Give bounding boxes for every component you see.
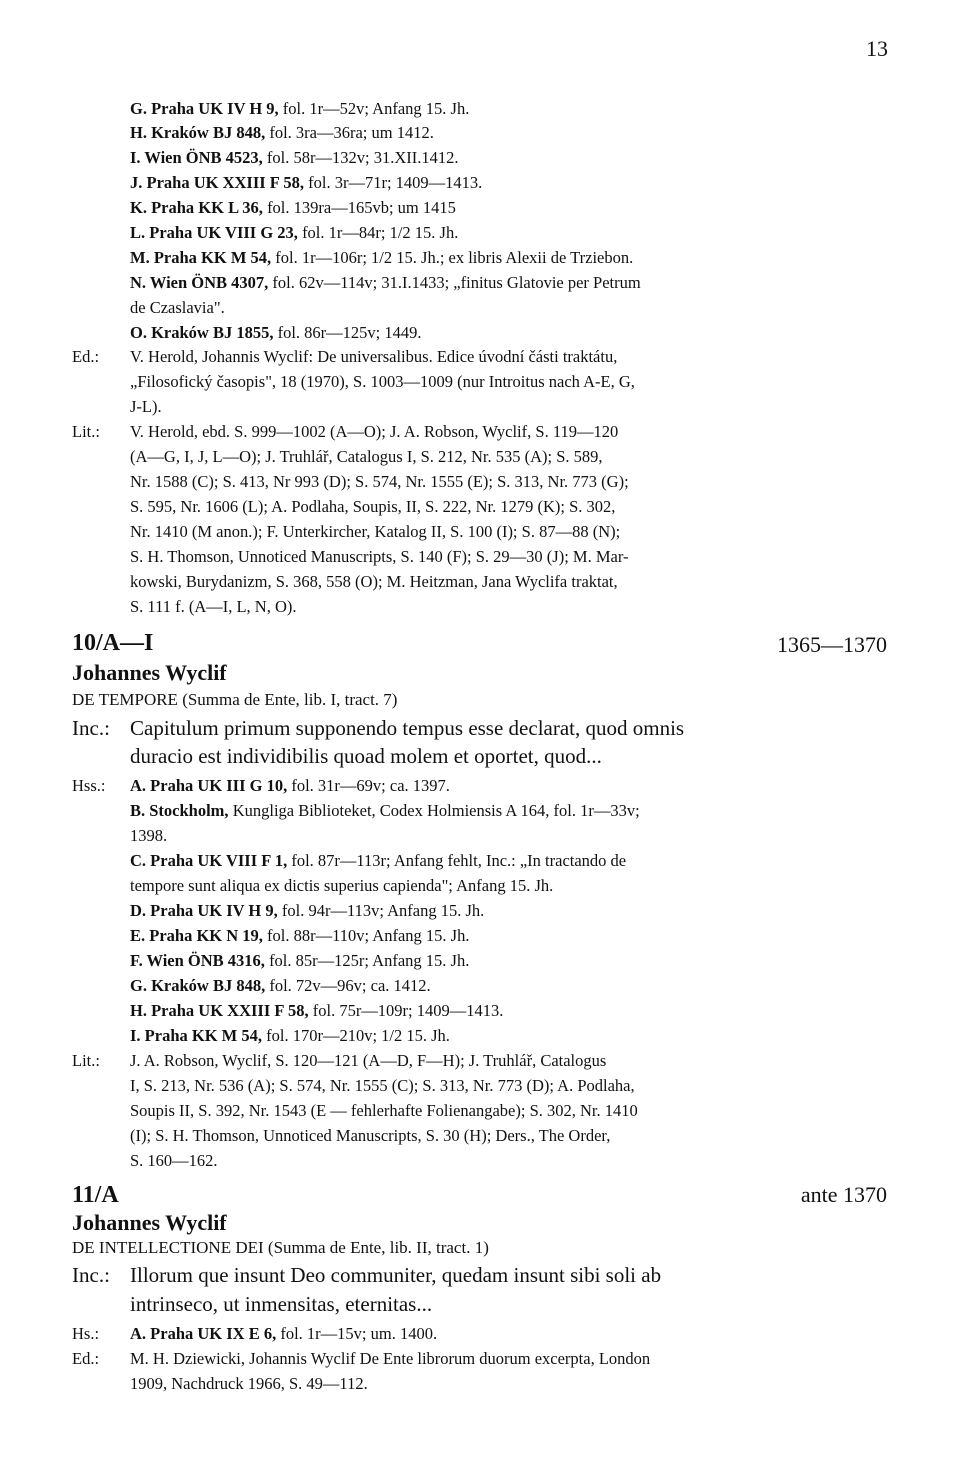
ed-label: Ed.: (72, 347, 100, 366)
lit-line: V. Herold, ebd. S. 999—1002 (A—O); J. A. Robson, Wyclif, S. 119—120 (130, 422, 619, 441)
hs-line: A. Praha UK IX E 6, fol. 1r—15v; um. 1400. (130, 1324, 438, 1343)
lit-line: (A—G, I, J, L—O); J. Truhlář, Catalogus I, S. 212, Nr. 535 (A); S. 589, (130, 447, 603, 466)
ed-line: „Filosofický časopis", 18 (1970), S. 1003—1009 (nur Introitus nach A-E, G, (130, 372, 635, 391)
inc-label: Inc.: (72, 1263, 110, 1287)
lit-line: (I); S. H. Thomson, Unnoticed Manuscripts, S. 30 (H); Ders., The Order, (130, 1126, 611, 1145)
ed-line: J-L). (130, 397, 162, 416)
lit-line: S. 595, Nr. 1606 (L); A. Podlaha, Soupis, II, S. 222, Nr. 1279 (K); S. 302, (130, 497, 616, 516)
hs-line: G. Kraków BJ 848, fol. 72v—96v; ca. 1412. (130, 976, 431, 995)
lit-line: Nr. 1410 (M anon.); F. Unterkircher, Katalog II, S. 100 (I); S. 87—88 (N); (130, 522, 621, 541)
incipit-line: Capitulum primum supponendo tempus esse declarat, quod omnis (130, 716, 685, 740)
hs-line: B. Stockholm, Kungliga Biblioteket, Codex Holmiensis A 164, fol. 1r—33v; (130, 801, 640, 820)
hs-line: A. Praha UK III G 10, fol. 31r—69v; ca. 1397. (130, 776, 450, 795)
hs-line: tempore sunt aliqua ex dictis superius capienda"; Anfang 15. Jh. (130, 876, 554, 895)
ms-line: G. Praha UK IV H 9, fol. 1r—52v; Anfang 15. Jh. (130, 99, 470, 118)
lit-line: S. 111 f. (A—I, L, N, O). (130, 597, 297, 616)
entry-title: DE TEMPORE (Summa de Ente, lib. I, tract. 7) (72, 690, 398, 709)
hs-line: E. Praha KK N 19, fol. 88r—110v; Anfang 15. Jh. (130, 926, 470, 945)
lit-line: Nr. 1588 (C); S. 413, Nr 993 (D); S. 574, Nr. 1555 (E); S. 313, Nr. 773 (G); (130, 472, 629, 491)
lit-label: Lit.: (72, 1051, 100, 1070)
ms-line: O. Kraków BJ 1855, fol. 86r—125v; 1449. (130, 323, 422, 342)
ms-line: H. Kraków BJ 848, fol. 3ra—36ra; um 1412. (130, 123, 434, 142)
ms-line: K. Praha KK L 36, fol. 139ra—165vb; um 1415 (130, 198, 456, 217)
hs-line: 1398. (130, 826, 168, 845)
entry-author: Johannes Wyclif (72, 660, 227, 685)
ms-line: M. Praha KK M 54, fol. 1r—106r; 1/2 15. Jh.; ex libris Alexii de Trziebon. (130, 248, 634, 267)
hs-line: I. Praha KK M 54, fol. 170r—210v; 1/2 15. Jh. (130, 1026, 450, 1045)
hss-label: Hss.: (72, 776, 106, 795)
ed-line: M. H. Dziewicki, Johannis Wyclif De Ente librorum duorum excerpta, London (130, 1349, 651, 1368)
ms-line: J. Praha UK XXIII F 58, fol. 3r—71r; 1409—1413. (130, 173, 483, 192)
ms-line: L. Praha UK VIII G 23, fol. 1r—84r; 1/2 15. Jh. (130, 223, 459, 242)
entry-author: Johannes Wyclif (72, 1210, 227, 1235)
lit-line: S. H. Thomson, Unnoticed Manuscripts, S. 140 (F); S. 29—30 (J); M. Mar- (130, 547, 629, 566)
incipit-line: Illorum que insunt Deo communiter, quedam insunt sibi soli ab (130, 1263, 662, 1287)
ed-line: V. Herold, Johannis Wyclif: De universalibus. Edice úvodní části traktátu, (130, 347, 618, 366)
ed-line: 1909, Nachdruck 1966, S. 49—112. (130, 1374, 368, 1393)
incipit-line: duracio est individibilis quoad molem et oportet, quod... (130, 744, 602, 768)
entry-date: 1365—1370 (777, 632, 887, 657)
hs-line: D. Praha UK IV H 9, fol. 94r—113v; Anfang 15. Jh. (130, 901, 485, 920)
page-number: 13 (866, 36, 888, 61)
entry-number: 11/A (72, 1182, 119, 1208)
hs-line: C. Praha UK VIII F 1, fol. 87r—113r; Anfang fehlt, Inc.: „In tractando de (130, 851, 627, 870)
lit-line: J. A. Robson, Wyclif, S. 120—121 (A—D, F—H); J. Truhlář, Catalogus (130, 1051, 607, 1070)
lit-label: Lit.: (72, 422, 100, 441)
lit-line: Soupis II, S. 392, Nr. 1543 (E — fehlerhafte Folienangabe); S. 302, Nr. 1410 (130, 1101, 638, 1120)
lit-line: I, S. 213, Nr. 536 (A); S. 574, Nr. 1555 (C); S. 313, Nr. 773 (D); A. Podlaha, (130, 1076, 635, 1095)
ms-line: de Czaslavia". (130, 298, 225, 317)
ms-line: I. Wien ÖNB 4523, fol. 58r—132v; 31.XII.1412. (130, 148, 459, 167)
ms-line: N. Wien ÖNB 4307, fol. 62v—114v; 31.I.1433; „finitus Glatovie per Petrum (130, 273, 641, 292)
incipit-line: intrinseco, ut inmensitas, eternitas... (130, 1292, 433, 1316)
hs-line: F. Wien ÖNB 4316, fol. 85r—125r; Anfang 15. Jh. (130, 951, 470, 970)
lit-line: S. 160—162. (130, 1151, 218, 1170)
entry-date: ante 1370 (800, 1182, 887, 1207)
lit-line: kowski, Burydanizm, S. 368, 558 (O); M. Heitzman, Jana Wyclifa traktat, (130, 572, 618, 591)
entry-number: 10/A—I (72, 630, 154, 656)
ed-label: Ed.: (72, 1349, 100, 1368)
inc-label: Inc.: (72, 716, 110, 740)
hs-label: Hs.: (72, 1324, 100, 1343)
hs-line: H. Praha UK XXIII F 58, fol. 75r—109r; 1409—1413. (130, 1001, 504, 1020)
entry-title: DE INTELLECTIONE DEI (Summa de Ente, lib. II, tract. 1) (72, 1238, 489, 1257)
